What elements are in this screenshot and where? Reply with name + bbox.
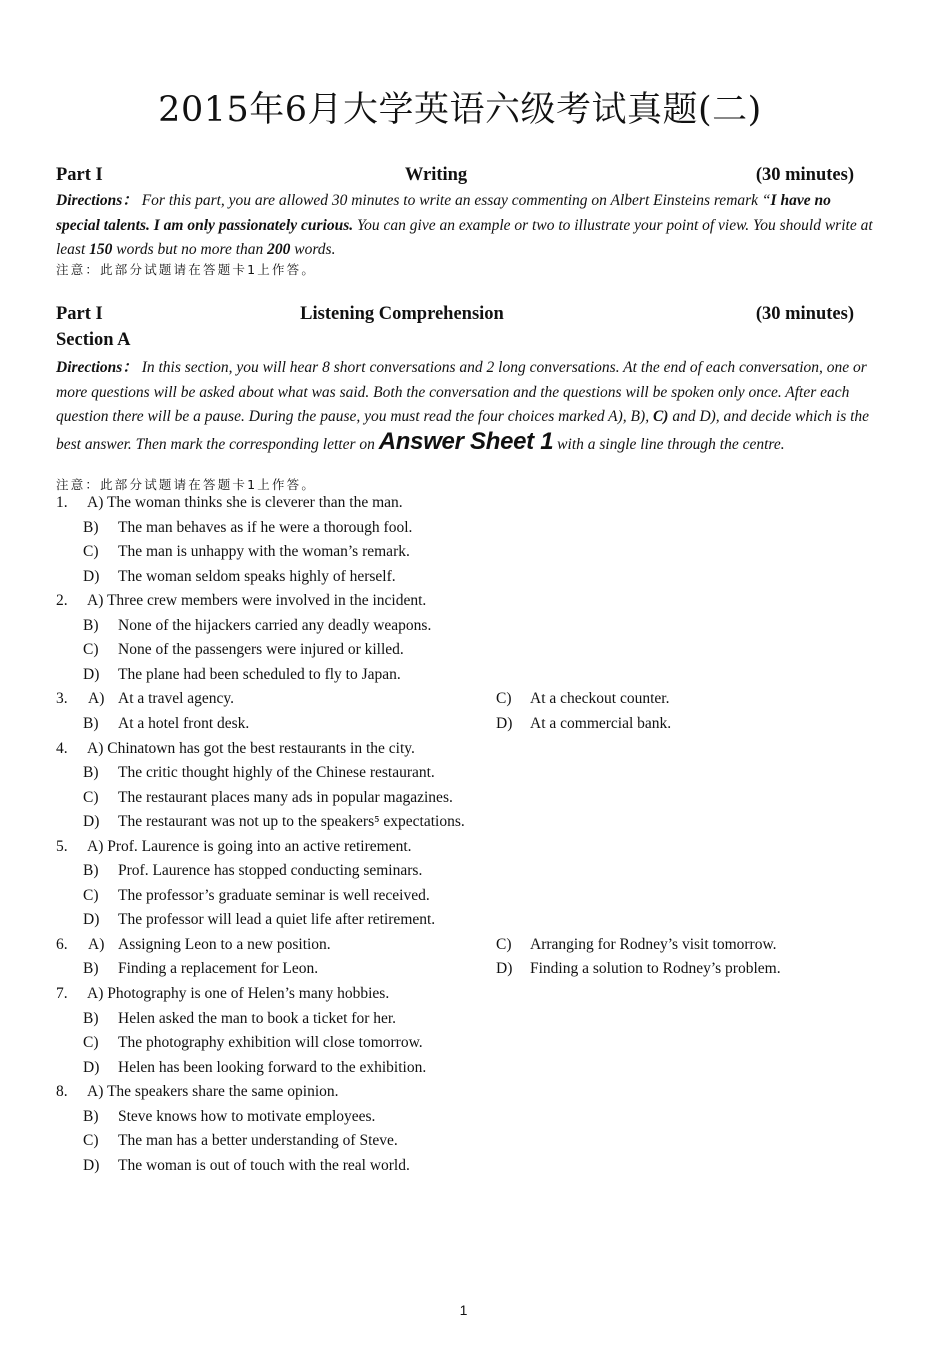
- question-number: 3.: [56, 690, 68, 708]
- option-text: A) The speakers share the same opinion.: [87, 1083, 339, 1101]
- part1-name: Writing: [404, 165, 468, 185]
- part2-time: (30 minutes): [755, 304, 854, 324]
- option-letter: C): [83, 641, 99, 659]
- option-letter: B): [83, 960, 99, 978]
- part1-header: [56, 165, 854, 189]
- option-letter: A): [88, 935, 105, 953]
- option-letter: C): [83, 1034, 99, 1052]
- question-number: 1.: [56, 494, 68, 511]
- option-letter: B): [83, 616, 99, 634]
- option-text: A) Prof. Laurence is going into an active retirement.: [87, 837, 412, 855]
- part2-note: 注意：此部分试题请在答题卡1上作答。: [56, 477, 317, 492]
- question-number: 8.: [56, 1083, 68, 1101]
- option-text: The professor’s graduate seminar is well received.: [118, 886, 430, 904]
- part2-header: [56, 304, 854, 328]
- option-text: Finding a solution to Rodney’s problem.: [530, 960, 781, 978]
- option-letter: C): [83, 886, 99, 904]
- page-number: 1: [459, 1302, 468, 1318]
- option-letter: D): [83, 911, 100, 929]
- option-text: At a hotel front desk.: [118, 714, 250, 732]
- option-letter: D): [83, 813, 100, 831]
- option-text: At a travel agency.: [118, 690, 235, 708]
- part2-name: Listening Comprehension: [300, 304, 504, 324]
- option-text: The man behaves as if he were a thorough fool.: [118, 518, 413, 536]
- option-letter: A): [88, 690, 105, 708]
- option-text: The photography exhibition will close tomorrow.: [118, 1034, 423, 1052]
- question-number: 7.: [56, 985, 68, 1002]
- part1-note: 注意：此部分试题请在答题卡1上作答。: [56, 262, 317, 277]
- option-text: A) Three crew members were involved in the incident.: [87, 592, 427, 610]
- option-letter: D): [496, 960, 513, 978]
- option-letter: D): [83, 1156, 100, 1174]
- answer-sheet-label: Answer Sheet 1: [378, 427, 554, 455]
- part2-label: Part I: [56, 304, 103, 324]
- option-text: A) The woman thinks she is cleverer than the man.: [87, 494, 403, 511]
- option-letter: B): [83, 1009, 99, 1027]
- option-letter: D): [83, 1058, 100, 1076]
- option-letter: B): [83, 518, 99, 536]
- option-letter: C): [83, 788, 99, 806]
- option-text: Assigning Leon to a new position.: [118, 935, 331, 953]
- option-letter: B): [83, 714, 99, 732]
- option-text: Helen has been looking forward to the exhibition.: [118, 1058, 427, 1076]
- option-text: The critic thought highly of the Chinese restaurant.: [118, 764, 435, 782]
- option-text: The man has a better understanding of Steve.: [118, 1132, 398, 1150]
- directions-label: Directions：: [56, 359, 138, 376]
- option-letter: D): [83, 567, 100, 585]
- option-text: The plane had been scheduled to fly to Japan.: [118, 665, 401, 683]
- option-letter: C): [496, 690, 512, 708]
- question-number: 5.: [56, 837, 68, 855]
- option-text: The restaurant places many ads in popular magazines.: [118, 788, 453, 806]
- option-text: None of the hijackers carried any deadly weapons.: [118, 616, 432, 634]
- question-number: 4.: [56, 739, 68, 757]
- option-text: A) Photography is one of Helen’s many hobbies.: [87, 985, 390, 1002]
- option-letter: D): [496, 714, 513, 732]
- option-letter: C): [496, 935, 512, 953]
- option-letter: B): [83, 862, 99, 880]
- option-text: The man is unhappy with the woman’s remark.: [118, 543, 410, 561]
- option-letter: B): [83, 1107, 99, 1125]
- option-text: None of the passengers were injured or killed.: [118, 641, 404, 659]
- question-number: 6.: [56, 935, 68, 953]
- option-text: The woman is out of touch with the real world.: [118, 1156, 410, 1174]
- einstein-quote: I have no special talents. I am only passionately curious.: [56, 192, 831, 234]
- question-number: 2.: [56, 592, 68, 610]
- option-letter: C): [83, 1132, 99, 1150]
- section-a-heading: Section A: [56, 330, 131, 350]
- part2-directions: Directions： In this section, you will hear 8 short conversations and 2 long conversations. At the end of each conversation, one or more questions will be asked about what was said. Both the conversation and the questions will be spoken only once. After each question there will be a pause. During the pause, you must read the four choices marked A), B), C) and D), and decide which is the best answer. Then mark the corresponding letter on Answer Sheet 1 with a single line through the centre.: [56, 359, 870, 455]
- option-text: The professor will lead a quiet life after retirement.: [118, 911, 436, 929]
- option-text: The restaurant was not up to the speakers⁵ expectations.: [118, 813, 465, 831]
- option-text: The woman seldom speaks highly of herself.: [118, 567, 396, 585]
- option-letter: D): [83, 665, 100, 683]
- directions-label: Directions：: [56, 192, 138, 209]
- option-text: At a commercial bank.: [530, 714, 672, 732]
- option-text: Finding a replacement for Leon.: [118, 960, 319, 978]
- option-text: Arranging for Rodney’s visit tomorrow.: [530, 935, 777, 953]
- option-text: A) Chinatown has got the best restaurants in the city.: [87, 739, 415, 757]
- option-text: At a checkout counter.: [530, 690, 670, 708]
- part1-label: Part I: [56, 165, 103, 185]
- option-text: Helen asked the man to book a ticket for her.: [118, 1009, 397, 1027]
- part1-time: (30 minutes): [755, 165, 854, 185]
- part1-directions: Directions： For this part, you are allowed 30 minutes to write an essay commenting on Albert Einsteins remark “I have no special talents. I am only passionately curious. You can give an example or two to illustrate your point of view. You should write at least 150 words but no more than 200 words.: [56, 192, 873, 258]
- option-text: Steve knows how to motivate employees.: [118, 1107, 376, 1125]
- page-title: 2015年6月大学英语六级考试真题(二): [158, 90, 762, 130]
- option-text: Prof. Laurence has stopped conducting seminars.: [118, 862, 423, 880]
- option-letter: C): [83, 543, 99, 561]
- option-letter: B): [83, 764, 99, 782]
